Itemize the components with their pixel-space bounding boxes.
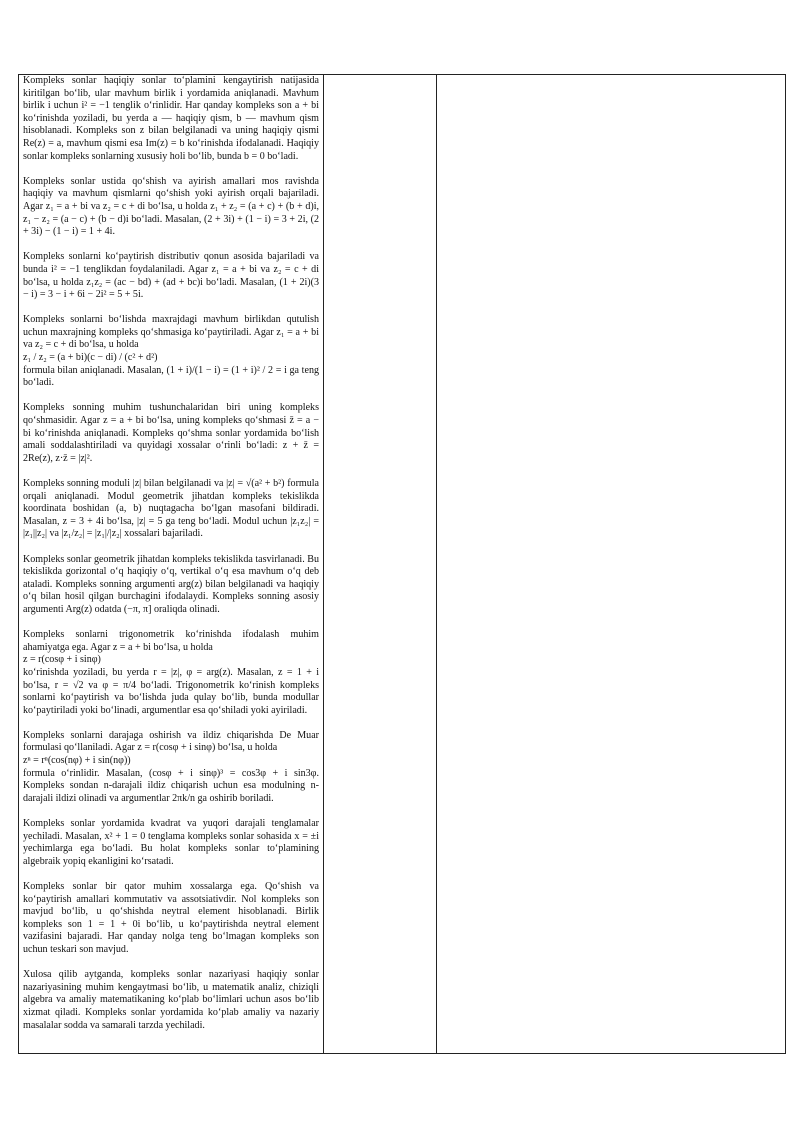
paragraph: Kompleks sonlarni trigonometrik ko‘rinishda ifodalash muhim ahamiyatga ega. Agar z = a + bi bo‘lsa, u holda z = r(cosφ + i sinφ) ko‘rinishda yoziladi, bu yerda r = |z|, φ = arg(z). Masalan, z = 1 + i bo‘lsa, r = √2 va φ = π/4 bo‘ladi. Trigonometrik ko‘rinish kompleks sonlarni ko‘paytirish va bo‘lishda juda qulay bo‘lib, bunda modullar ko‘paytiriladi yoki bo‘linadi, argumentlar esa qo‘shiladi yoki ayiriladi. [23,629,319,716]
paragraph: Kompleks sonlarni bo‘lishda maxrajdagi mavhum birlikdan qutulish uchun maxrajning kompleks qo‘shmasiga ko‘paytiriladi. Agar z₁ = a + bi va z₂ = c + di bo‘lsa, u holda z₁ / z₂ = (a + bi)(c − di) / (c² + d²) formula bilan aniqlanadi. Masalan, (1 + i)/(1 − i) = (1 + i)² / 2 = i ga teng bo‘ladi. [23,314,319,389]
paragraph: Kompleks sonlar geometrik jihatdan kompleks tekislikda tasvirlanadi. Bu tekislikda gorizontal o‘q haqiqiy o‘q, vertikal o‘q esa mavhum o‘q deb ataladi. Kompleks sonning argumenti arg(z) bilan belgilanadi va haqiqiy o‘q bilan hosil qilgan burchagini ifodalaydi. Kompleks sonning asosiy argumenti Arg(z) odatda (−π, π] oraliqda olinadi. [23,553,319,615]
paragraph: Kompleks sonning muhim tushunchalaridan biri uning kompleks qo‘shmasidir. Agar z = a + bi bo‘lsa, uning kompleks qo‘shmasi z̄ = a − bi ko‘rinishda aniqlanadi. Kompleks qo‘shma sonlar yordamida bo‘lish amali soddalashtiriladi va quyidagi xossalar o‘rinli bo‘ladi: z + z̄ = 2Re(z), z·z̄ = |z|². [23,402,319,464]
text-column-cell [19,75,324,1054]
paragraph: Kompleks sonlar bir qator muhim xossalarga ega. Qo‘shish va ko‘paytirish amallari kommutativ va assotsiativdir. Nol kompleks son mavjud bo‘lib, u qo‘shishda neytral element hisoblanadi. Birlik kompleks son 1 = 1 + 0i bo‘lib, u ko‘paytirishda neytral element vazifasini bajaradi. Har qanday nolga teng bo‘lmagan kompleks son uchun teskari son mavjud. [23,881,319,955]
text-column-content [19,75,323,1032]
paragraph: Xulosa qilib aytganda, kompleks sonlar nazariyasi haqiqiy sonlar nazariyasining muhim kengaytmasi bo‘lib, u matematik analiz, chiziqli algebra va amaliy matematikaning ko‘plab bo‘limlari uchun asos bo‘lib xizmat qiladi. Kompleks sonlar yordamida ko‘plab amaliy va nazariy masalalar sodda va samarali tarzda yechiladi. [23,969,319,1031]
paragraph: Kompleks sonlar yordamida kvadrat va yuqori darajali tenglamalar yechiladi. Masalan, x² + 1 = 0 tenglama kompleks sonlar sohasida x = ±i yechimlarga ega bo‘ladi. Bu holat kompleks sonlar to‘plamining algebraik yopiq ekanligini ko‘rsatadi. [23,818,319,867]
document-table [18,74,786,1054]
paragraph: Kompleks sonlarni darajaga oshirish va ildiz chiqarishda De Muar formulasi qo‘llaniladi. Agar z = r(cosφ + i sinφ) bo‘lsa, u holda zⁿ = rⁿ(cos(nφ) + i sin(nφ)) formula o‘rinlidir. Masalan, (cosφ + i sinφ)³ = cos3φ + i sin3φ. Kompleks sondan n-darajali ildiz chiqarish uchun esa modulning n-darajali ildizi olinadi va argumentlar 2πk/n ga oshirib boriladi. [23,729,319,804]
paragraph: Kompleks sonlarni ko‘paytirish distributiv qonun asosida bajariladi va bunda i² = −1 tenglikdan foydalaniladi. Agar z₁ = a + bi va z₂ = c + di bo‘lsa, u holda z₁z₂ = (ac − bd) + (ad + bc)i bo‘ladi. Masalan, (1 + 2i)(3 − i) = 3 − i + 6i − 2i² = 5 + 5i. [23,251,319,301]
paragraph: Kompleks sonlar haqiqiy sonlar to‘plamini kengaytirish natijasida kiritilgan bo‘lib, ular mavhum birlik i yordamida aniqlanadi. Mavhum birlik i uchun i² = −1 tenglik o‘rinlidir. Har qanday kompleks son a + bi ko‘rinishda yoziladi, bu yerda a — haqiqiy qism, b — mavhum qism hisoblanadi. Kompleks son z bilan belgilanadi va uning haqiqiy qismi Re(z) = a, mavhum qismi esa Im(z) = b ko‘rinishda ifodalanadi. Haqiqiy sonlar kompleks sonlarning xususiy holi bo‘lib, bunda b = 0 bo‘ladi. [23,75,319,162]
table-row [19,75,786,1054]
paragraph: Kompleks sonlar ustida qo‘shish va ayirish amallari mos ravishda haqiqiy va mavhum qismlarni qo‘shish yoki ayirish orqali bajariladi. Agar z₁ = a + bi va z₂ = c + di bo‘lsa, u holda z₁ + z₂ = (a + c) + (b + d)i, z₁ − z₂ = (a − c) + (b − d)i bo‘ladi. Masalan, (2 + 3i) + (1 − i) = 3 + 2i, (2 + 3i) − (1 − i) = 1 + 4i. [23,175,319,238]
empty-column-cell [324,75,437,1054]
empty-wide-column-cell [437,75,786,1054]
paragraph: Kompleks sonning moduli |z| bilan belgilanadi va |z| = √(a² + b²) formula orqali aniqlanadi. Modul geometrik jihatdan kompleks tekislikda koordinata boshidan (a, b) nuqtagacha bo‘lgan masofani bildiradi. Masalan, z = 3 + 4i bo‘lsa, |z| = 5 ga teng bo‘ladi. Modul uchun |z₁z₂| = |z₁||z₂| va |z₁/z₂| = |z₁|/|z₂| xossalari bajariladi. [23,478,319,540]
